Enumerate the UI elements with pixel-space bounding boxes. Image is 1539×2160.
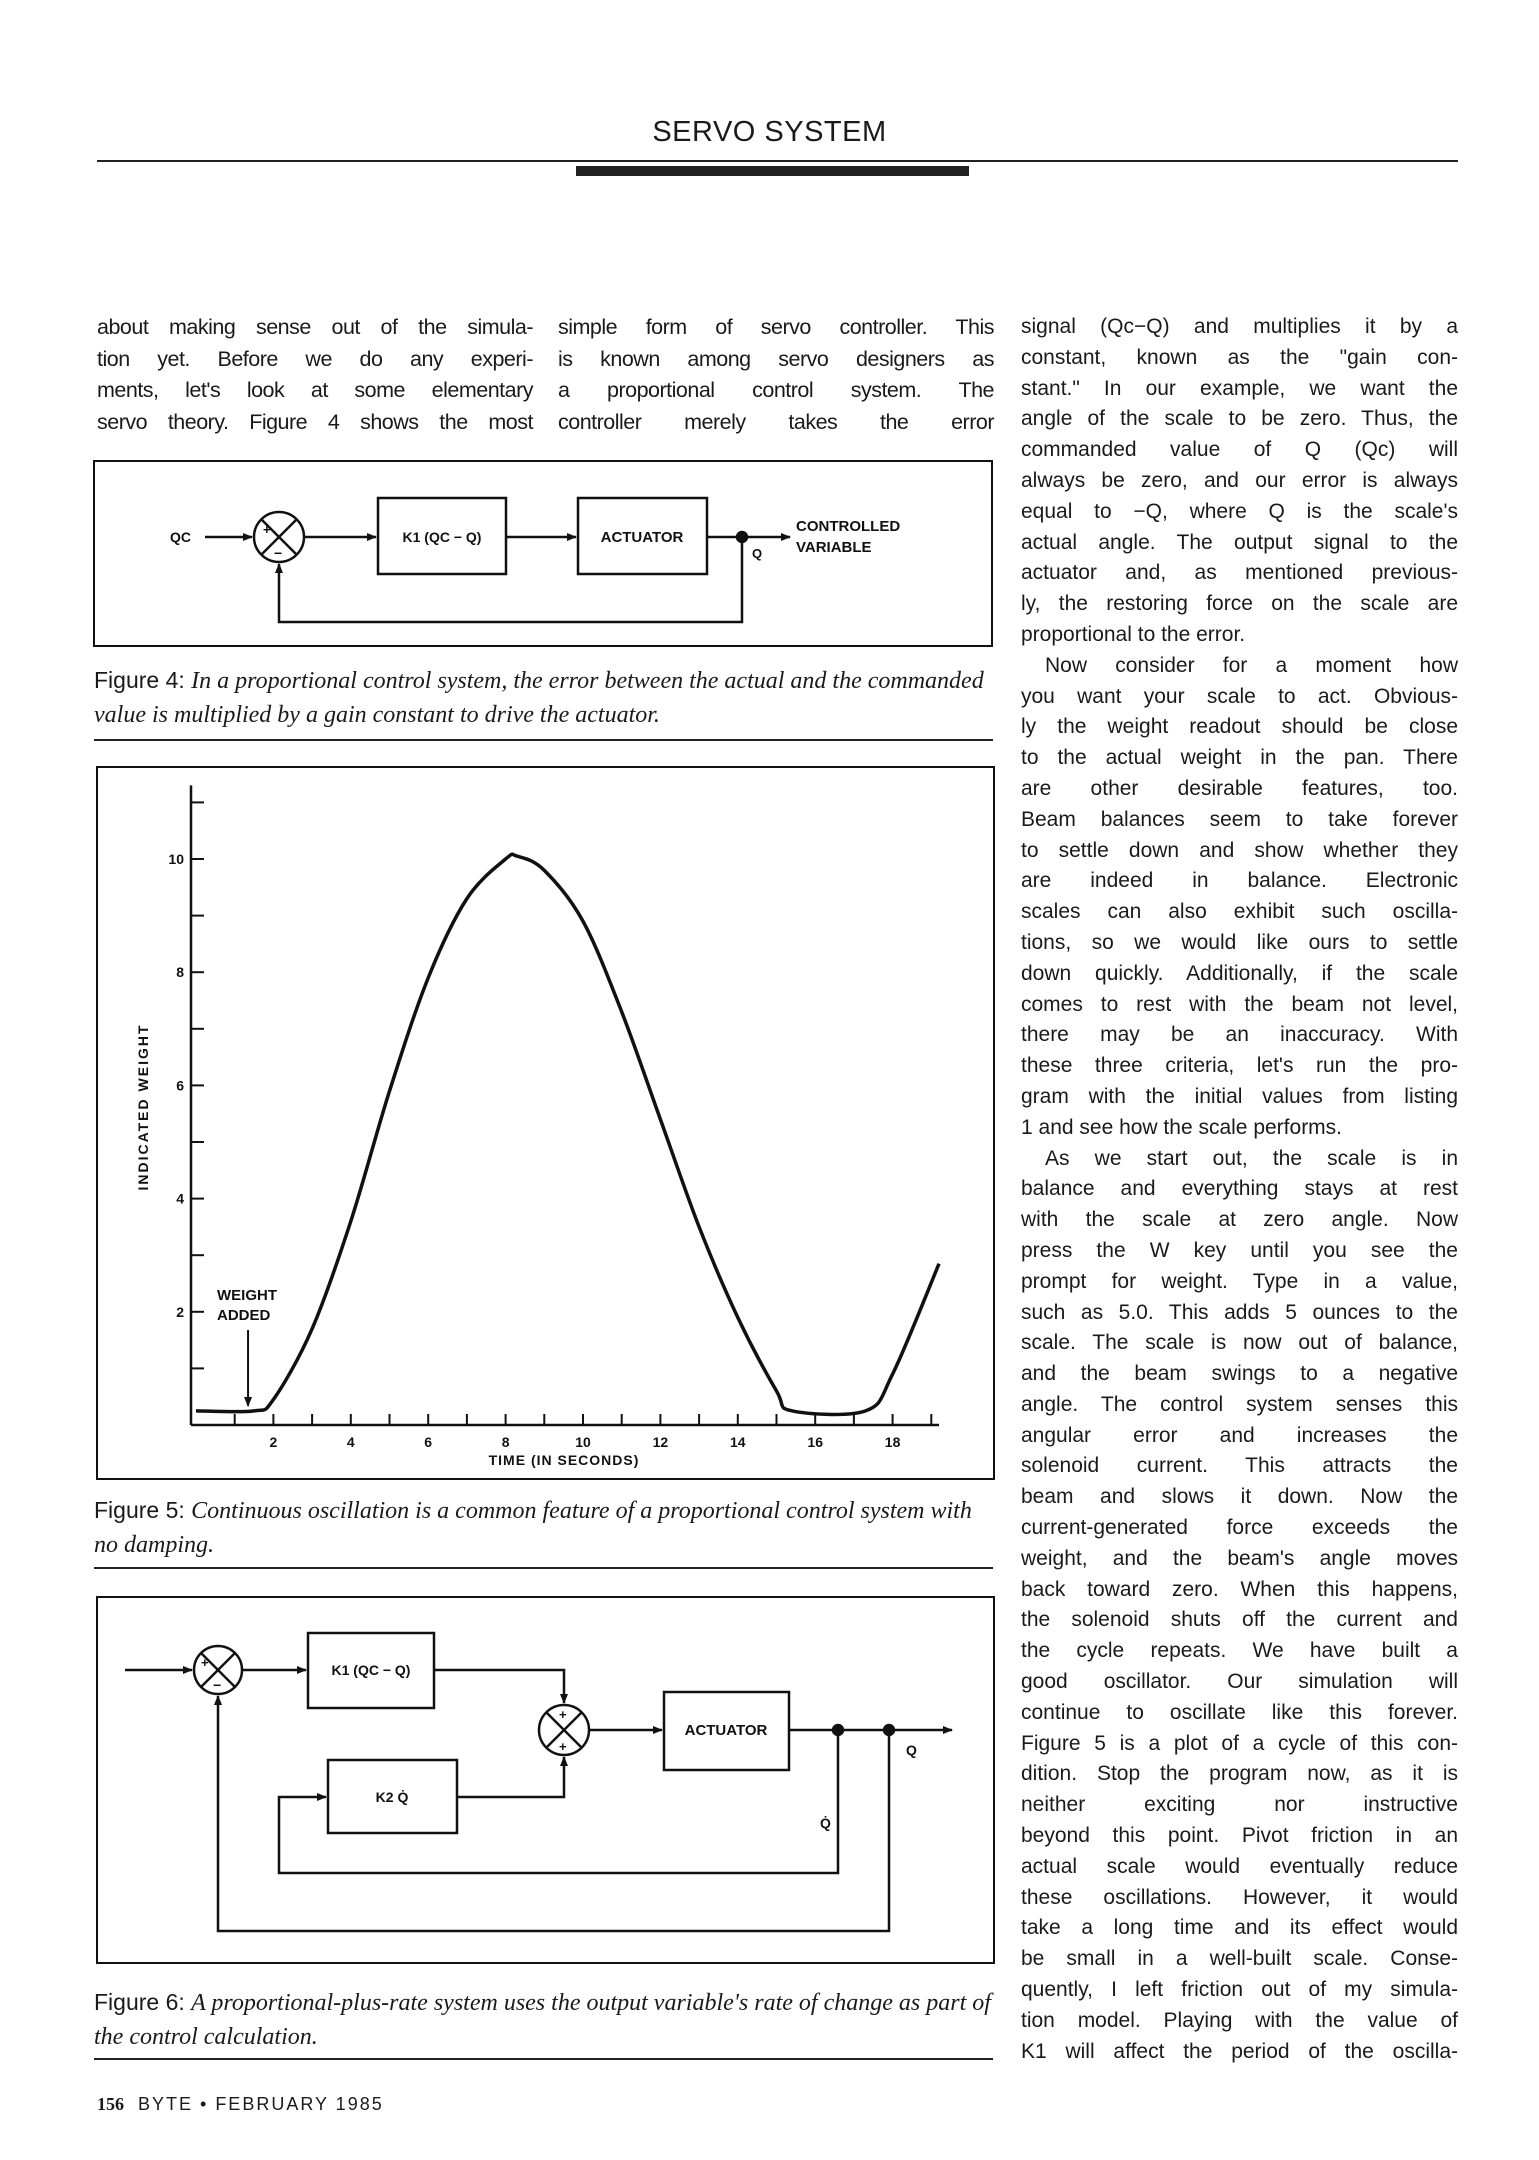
fig4-input-label: QC — [170, 529, 191, 545]
fig4-plus-sign: + — [263, 522, 271, 537]
x-tick-label: 4 — [346, 1434, 355, 1450]
fig4-variable-label: VARIABLE — [796, 539, 872, 556]
text-line: a proportional control system. The — [558, 378, 994, 402]
text-line: Figure 5 is a plot of a cycle of this con- — [1021, 1731, 1458, 1755]
page-number: 156 — [97, 2094, 124, 2114]
y-tick-label: 4 — [176, 1190, 184, 1207]
text-line: to settle down and show whether they — [1021, 838, 1458, 862]
figure-5-caption — [94, 1494, 994, 1562]
text-line: continue to oscillate like this forever. — [1021, 1700, 1458, 1724]
annotation-added: ADDED — [217, 1307, 271, 1324]
text-line: 1 and see how the scale performs. — [1021, 1115, 1343, 1139]
text-line: tion yet. Before we do any experi- — [97, 346, 533, 371]
running-head: SERVO SYSTEM — [652, 116, 887, 148]
figure-6-frame — [97, 1597, 994, 1963]
text-line: proportional to the error. — [1021, 622, 1246, 646]
text-line: solenoid current. This attracts the — [1021, 1454, 1458, 1478]
series-line-indicated-weight — [196, 854, 939, 1414]
figure-6-caption-text: A proportional-plus-rate system uses the output variable's rate of change as part of the control calculation. — [94, 1990, 991, 2050]
text-line: scale. The scale is now out of balance, — [1021, 1331, 1458, 1355]
fig4-minus-sign: − — [274, 545, 283, 561]
text-line: angle of the scale to be zero. Thus, the — [1021, 407, 1458, 431]
text-line: gram with the initial values from listing — [1021, 1084, 1458, 1108]
text-line: K1 will affect the period of the oscilla- — [1021, 2039, 1458, 2063]
text-line: are other desirable features, too. — [1021, 776, 1458, 800]
text-line: you want your scale to act. Obvious- — [1021, 684, 1458, 708]
figure-4-label: Figure 4: — [94, 667, 185, 693]
text-line: beyond this point. Pivot friction in an — [1021, 1824, 1458, 1848]
text-line: neither exciting nor instructive — [1021, 1793, 1458, 1817]
text-line: controller merely takes the error — [558, 409, 994, 434]
text-line: the cycle repeats. We have built a — [1021, 1639, 1458, 1663]
x-tick-label: 6 — [424, 1434, 433, 1450]
text-line: quently, I left friction out of my simula- — [1021, 1978, 1458, 2002]
y-axis-label: INDICATED WEIGHT — [135, 1023, 151, 1191]
text-line: angle. The control system senses this — [1021, 1392, 1458, 1416]
text-line: scales can also exhibit such oscilla- — [1021, 900, 1458, 924]
x-tick-label: 2 — [269, 1434, 278, 1450]
fig4-actuator-label: ACTUATOR — [600, 529, 684, 546]
x-tick-label: 10 — [575, 1434, 591, 1450]
text-line: stant." In our example, we want the — [1021, 376, 1458, 400]
figure-6-label: Figure 6: — [94, 1989, 185, 2015]
text-line: Now consider for a moment how — [1045, 653, 1458, 677]
text-line: balance and everything stays at rest — [1021, 1177, 1458, 1201]
fig4-gain-label: K1 (QC − Q) — [402, 529, 482, 545]
text-line: equal to −Q, where Q is the scale's — [1021, 499, 1458, 523]
text-line: is known among servo designers as — [558, 346, 994, 371]
x-tick-label: 14 — [730, 1434, 746, 1450]
fig6-actuator-label: ACTUATOR — [684, 1722, 768, 1739]
text-line: simple form of servo controller. This — [558, 315, 994, 339]
figure-4-rule — [94, 739, 993, 741]
text-line: As we start out, the scale is in — [1045, 1146, 1458, 1170]
fig6-sum2-plus-bottom: + — [559, 1739, 567, 1754]
text-line: angular error and increases the — [1021, 1423, 1458, 1447]
text-line: tion model. Playing with the value of — [1021, 2008, 1458, 2032]
text-line: beam and slows it down. Now the — [1021, 1485, 1458, 1509]
x-tick-label: 8 — [501, 1434, 510, 1450]
figure-5-label: Figure 5: — [94, 1497, 185, 1523]
x-tick-label: 12 — [652, 1434, 669, 1450]
fig4-output-label: Q — [752, 546, 763, 561]
x-tick-label: 16 — [807, 1434, 823, 1450]
fig6-rate-output-label: Q̇ — [820, 1815, 831, 1831]
fig4-controlled-label: CONTROLLED — [796, 518, 901, 535]
text-line: such as 5.0. This adds 5 ounces to the — [1021, 1300, 1458, 1324]
text-line: servo theory. Figure 4 shows the most — [97, 409, 533, 434]
text-line: commanded value of Q (Qc) will — [1021, 438, 1458, 462]
text-line: Beam balances seem to take forever — [1021, 807, 1458, 831]
x-axis-label: TIME (IN SECONDS) — [488, 1452, 640, 1468]
figure-6-diagram — [97, 1597, 994, 1963]
text-line: always be zero, and our error is always — [1021, 468, 1458, 492]
figure-6-caption — [94, 1986, 994, 2054]
annotation-weight: WEIGHT — [217, 1287, 277, 1304]
text-line: press the W key until you see the — [1021, 1238, 1458, 1262]
text-line: be small in a well-built scale. Conse- — [1021, 1947, 1458, 1971]
fig6-output-label: Q — [906, 1742, 917, 1758]
figure-4-caption-text: In a proportional control system, the error between the actual and the commanded value is multiplied by a gain constant to drive the actuator. — [94, 668, 984, 728]
text-line: and the beam swings to a negative — [1021, 1362, 1458, 1386]
text-line: ly the weight readout should be close — [1021, 715, 1458, 739]
text-line: these three criteria, let's run the pro- — [1021, 1054, 1458, 1078]
text-line: comes to rest with the beam not level, — [1021, 992, 1458, 1016]
text-line: ly, the restoring force on the scale are — [1021, 592, 1458, 616]
text-line: take a long time and its effect would — [1021, 1916, 1458, 1940]
figure-5-rule — [94, 1567, 993, 1569]
y-tick-label: 2 — [176, 1303, 184, 1320]
text-line: actuator and, as mentioned previous- — [1021, 561, 1458, 585]
text-line: about making sense out of the simula- — [97, 315, 533, 339]
feedback-path — [279, 537, 742, 622]
fig6-gain-label: K1 (QC − Q) — [331, 1662, 411, 1678]
magazine-issue: BYTE • FEBRUARY 1985 — [138, 2094, 384, 2114]
text-line: tions, so we would like ours to settle — [1021, 930, 1458, 954]
text-line: good oscillator. Our simulation will — [1021, 1670, 1458, 1694]
text-line: weight, and the beam's angle moves — [1021, 1546, 1458, 1570]
text-line: ments, let's look at some elementary — [97, 378, 533, 402]
text-line: down quickly. Additionally, if the scale — [1021, 961, 1458, 985]
text-line: current-generated force exceeds the — [1021, 1516, 1458, 1540]
text-line: constant, known as the "gain con- — [1021, 345, 1458, 369]
y-tick-label: 6 — [176, 1077, 184, 1094]
text-line: to the actual weight in the pan. There — [1021, 746, 1458, 770]
text-line: are indeed in balance. Electronic — [1021, 869, 1458, 893]
text-line: actual scale would eventually reduce — [1021, 1854, 1458, 1878]
figure-5-caption-text: Continuous oscillation is a common feature of a proportional control system with no damping. — [94, 1498, 972, 1558]
text-line: the solenoid shuts off the current and — [1021, 1608, 1458, 1632]
x-tick-label: 18 — [884, 1434, 901, 1450]
text-line: prompt for weight. Type in a value, — [1021, 1269, 1458, 1293]
fig6-sum2-plus-top: + — [559, 1707, 567, 1722]
text-line: there may be an inaccuracy. With — [1021, 1023, 1458, 1047]
figure-6-rule — [94, 2058, 993, 2060]
text-line: these oscillations. However, it would — [1021, 1885, 1458, 1909]
text-line: dition. Stop the program now, as it is — [1021, 1762, 1458, 1786]
text-line: back toward zero. When this happens, — [1021, 1577, 1458, 1601]
fig6-sum1-plus: + — [201, 1655, 209, 1670]
figure-4-caption — [94, 664, 994, 732]
y-tick-label: 8 — [176, 964, 184, 981]
oscillation-chart — [135, 785, 939, 1468]
fig6-rate-label: K2 Q̇ — [375, 1789, 409, 1805]
fig6-sum1-minus: − — [213, 1677, 222, 1693]
text-line: with the scale at zero angle. Now — [1021, 1208, 1458, 1232]
y-tick-label: 10 — [168, 851, 184, 867]
text-line: actual angle. The output signal to the — [1021, 530, 1458, 554]
text-line: signal (Qc−Q) and multiplies it by a — [1021, 315, 1458, 338]
page-footer — [97, 2094, 384, 2115]
